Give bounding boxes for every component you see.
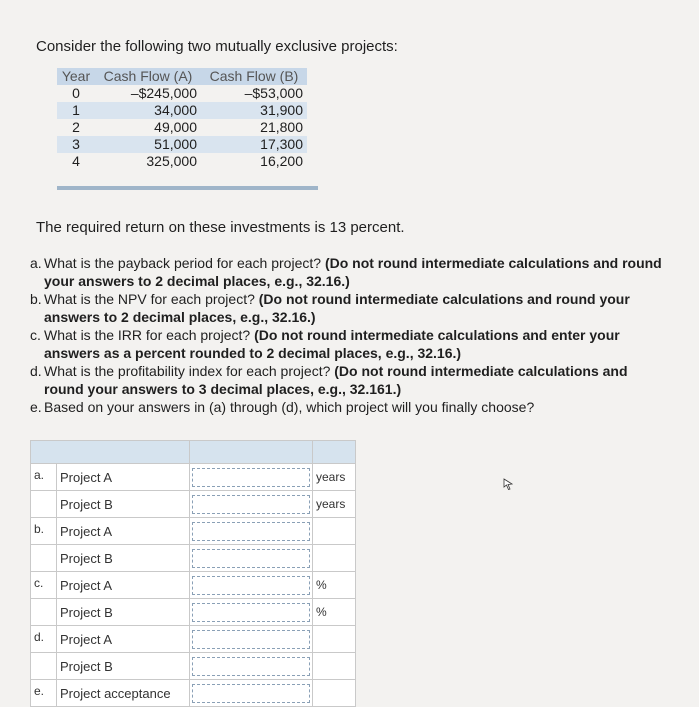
year-cell: 0 [72, 85, 80, 101]
cash-flow-b-cell: 16,200 [260, 153, 303, 169]
year-cell: 3 [57, 136, 95, 153]
answer-row [31, 464, 356, 491]
answer-unit [313, 545, 356, 572]
irr-b-input[interactable] [192, 603, 310, 622]
required-return-text: The required return on these investments is 13 percent. [36, 219, 405, 236]
cash-flow-b-cell: 17,300 [201, 136, 307, 153]
cash-flow-a-cell: 34,000 [95, 102, 201, 119]
question-item [30, 362, 670, 398]
payback-b-input[interactable] [192, 495, 310, 514]
answer-project-label: Project A [57, 572, 190, 599]
cash-flow-b-cell: –$53,000 [244, 85, 303, 101]
question-item [30, 290, 670, 326]
question-label: c. [30, 327, 41, 343]
question-label: d. [30, 363, 42, 379]
answer-letter [31, 599, 57, 626]
answer-row [31, 626, 356, 653]
answer-unit [313, 626, 356, 653]
question-text: What is the IRR for each project? [44, 327, 251, 343]
answer-project-label: Project B [57, 545, 190, 572]
question-label: b. [30, 291, 42, 307]
cash-flow-table [57, 68, 307, 170]
pi-a-input[interactable] [192, 630, 310, 649]
answer-header-row [31, 441, 356, 464]
question-text: Based on your answers in (a) through (d), which project will you finally choose? [44, 399, 535, 415]
question-list [30, 254, 670, 416]
question-note: (Do not round intermediate calculations and round your answers to 3 decimal places, e.g., 32.161.) [44, 363, 628, 397]
answer-letter: d. [31, 626, 57, 653]
cash-flow-header-row [57, 68, 307, 85]
year-cell: 1 [57, 102, 95, 119]
irr-a-input[interactable] [192, 576, 310, 595]
cash-flow-row [57, 85, 307, 102]
answer-letter: a. [31, 464, 57, 491]
year-cell: 4 [72, 153, 80, 169]
cash-flow-a-cell: 49,000 [154, 119, 197, 135]
answer-unit [313, 680, 356, 707]
year-cell: 2 [72, 119, 80, 135]
answer-project-label: Project A [57, 626, 190, 653]
mouse-cursor-icon [503, 478, 513, 490]
question-label: e. [30, 399, 42, 415]
npv-b-input[interactable] [192, 549, 310, 568]
question-text: What is the profitability index for each project? [44, 363, 331, 379]
answer-letter [31, 653, 57, 680]
answer-table [30, 440, 356, 707]
answer-letter [31, 545, 57, 572]
answer-letter: c. [31, 572, 57, 599]
answer-row [31, 545, 356, 572]
answer-row [31, 680, 356, 707]
answer-row [31, 653, 356, 680]
answer-row [31, 599, 356, 626]
cash-flow-row [57, 153, 307, 170]
cash-flow-a-cell: –$245,000 [130, 85, 197, 101]
question-item [30, 398, 670, 416]
question-text: What is the payback period for each project? [44, 255, 322, 271]
answer-row [31, 491, 356, 518]
question-item [30, 326, 670, 362]
answer-letter: e. [31, 680, 57, 707]
cash-flow-b-cell: 31,900 [201, 102, 307, 119]
question-label: a. [30, 255, 42, 271]
answer-unit: years [313, 491, 356, 518]
answer-row [31, 518, 356, 545]
question-note: (Do not round intermediate calculations and round your answers to 2 decimal places, e.g., 32.16.) [44, 255, 662, 289]
npv-a-input[interactable] [192, 522, 310, 541]
intro-text: Consider the following two mutually exclusive projects: [36, 38, 398, 55]
answer-project-label: Project A [57, 464, 190, 491]
answer-unit [313, 653, 356, 680]
cash-flow-row [57, 119, 307, 136]
question-text: What is the NPV for each project? [44, 291, 255, 307]
question-note: (Do not round intermediate calculations and enter your answers as a percent rounded to 2 decimal places, e.g., 32.16.) [44, 327, 620, 361]
year-header: Year [57, 68, 95, 85]
cash-flow-a-cell: 325,000 [146, 153, 197, 169]
answer-letter: b. [31, 518, 57, 545]
answer-project-label: Project B [57, 491, 190, 518]
answer-project-label: Project A [57, 518, 190, 545]
answer-row [31, 572, 356, 599]
cash-flow-row [57, 102, 307, 119]
cash-flow-b-header: Cash Flow (B) [201, 68, 307, 85]
question-item [30, 254, 670, 290]
table-bottom-rule [57, 186, 318, 190]
pi-b-input[interactable] [192, 657, 310, 676]
answer-unit: % [313, 572, 356, 599]
cash-flow-a-cell: 51,000 [95, 136, 201, 153]
answer-unit [313, 518, 356, 545]
answer-project-label: Project B [57, 653, 190, 680]
answer-letter [31, 491, 57, 518]
answer-project-label: Project B [57, 599, 190, 626]
answer-unit: years [313, 464, 356, 491]
answer-project-label: Project acceptance [57, 680, 190, 707]
cash-flow-a-header: Cash Flow (A) [95, 68, 201, 85]
cash-flow-row [57, 136, 307, 153]
cash-flow-b-cell: 21,800 [260, 119, 303, 135]
answer-unit: % [313, 599, 356, 626]
question-note: (Do not round intermediate calculations and round your answers to 2 decimal places, e.g., 32.16.) [44, 291, 630, 325]
payback-a-input[interactable] [192, 468, 310, 487]
